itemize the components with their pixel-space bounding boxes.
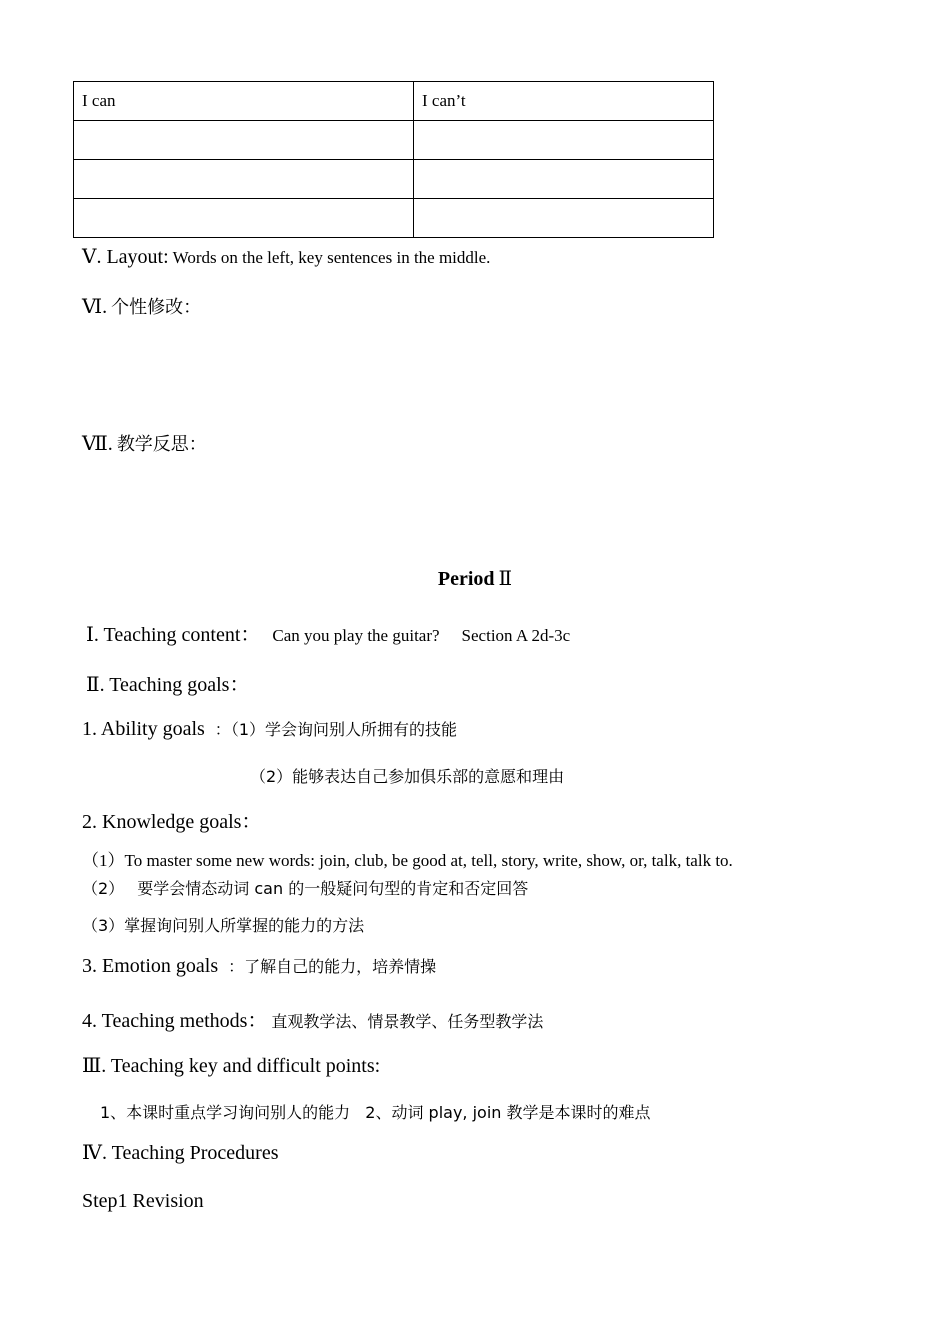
- key-points-line: [100, 1100, 651, 1123]
- table-cell: [74, 160, 414, 199]
- teaching-methods-label: 4. Teaching methods：: [82, 1010, 268, 1032]
- teaching-content-line: [86, 618, 570, 647]
- ability-table: [73, 81, 714, 238]
- knowledge-goals-label: 2. Knowledge goals：: [82, 811, 262, 833]
- ability-goal-item: （1）学会询问别人所拥有的技能: [230, 720, 457, 739]
- table-cell: [414, 199, 714, 238]
- table-cell: [74, 121, 414, 160]
- emotion-goals-text: 了解自己的能力，培养情操: [244, 957, 437, 976]
- table-row: [74, 160, 714, 199]
- knowledge-goal-item: （3）掌握询问别人所掌握的能力的方法: [82, 916, 365, 935]
- table-cell: [74, 199, 414, 238]
- ability-goals-label: 1. Ability goals: [82, 718, 205, 740]
- ability-goal-item: （2）能够表达自己参加俱乐部的意愿和理由: [250, 767, 565, 786]
- lesson-section: Section A 2d-3c: [461, 626, 571, 645]
- period-number: Ⅱ: [498, 568, 513, 590]
- emotion-goals-line: [82, 954, 436, 978]
- knowledge-item-text: 要学会情态动词 can 的一般疑问句型的肯定和否定回答: [137, 879, 529, 898]
- emotion-goals-label: 3. Emotion goals: [82, 955, 219, 977]
- step1-heading: Step1 Revision: [82, 1190, 204, 1212]
- teaching-content-heading: Ⅰ. Teaching content：: [86, 624, 261, 646]
- table-cell: [414, 121, 714, 160]
- table-row: [74, 199, 714, 238]
- teaching-reflection-label: 教学反思：: [116, 434, 207, 455]
- section-vi-number: Ⅵ.: [82, 296, 108, 318]
- knowledge-goal-item: [82, 876, 528, 899]
- personal-revision-line: [82, 293, 201, 319]
- knowledge-item-number: （2）: [82, 879, 125, 898]
- emotion-goals-colon: ：: [228, 957, 245, 976]
- table-row: [74, 121, 714, 160]
- table-cell: [414, 160, 714, 199]
- period-title: [0, 566, 950, 591]
- personal-revision-label: 个性修改：: [111, 297, 202, 318]
- teaching-reflection-line: [82, 430, 207, 456]
- knowledge-goal-item: （1）To master some new words: join, club, be good at, tell, story, write, show, or, talk, talk to.: [82, 851, 733, 870]
- teaching-methods-line: [82, 1004, 543, 1033]
- teaching-procedures-heading: Ⅳ. Teaching Procedures: [82, 1142, 279, 1164]
- section-vii-number: Ⅶ.: [82, 433, 113, 455]
- ability-goals-line: [82, 717, 457, 741]
- lesson-title: Can you play the guitar?: [272, 626, 440, 645]
- period-label: Period: [437, 568, 495, 590]
- section-v-heading: Ⅴ. Layout:: [82, 246, 169, 268]
- key-point-item: 2、动词 play, join 教学是本课时的难点: [365, 1103, 651, 1122]
- layout-line: [82, 244, 490, 269]
- table-header-cell: I can: [74, 82, 414, 121]
- teaching-goals-heading: Ⅱ. Teaching goals：: [86, 674, 250, 696]
- layout-text: Words on the left, key sentences in the middle.: [172, 248, 491, 267]
- table-header-cell: I can’t: [414, 82, 714, 121]
- key-point-item: 1、本课时重点学习询问别人的能力: [100, 1103, 351, 1122]
- table-header-row: [74, 82, 714, 121]
- teaching-methods-text: 直观教学法、情景教学、任务型教学法: [271, 1012, 544, 1031]
- ability-goals-colon: ：: [214, 720, 231, 739]
- key-points-heading: Ⅲ. Teaching key and difficult points:: [82, 1055, 381, 1077]
